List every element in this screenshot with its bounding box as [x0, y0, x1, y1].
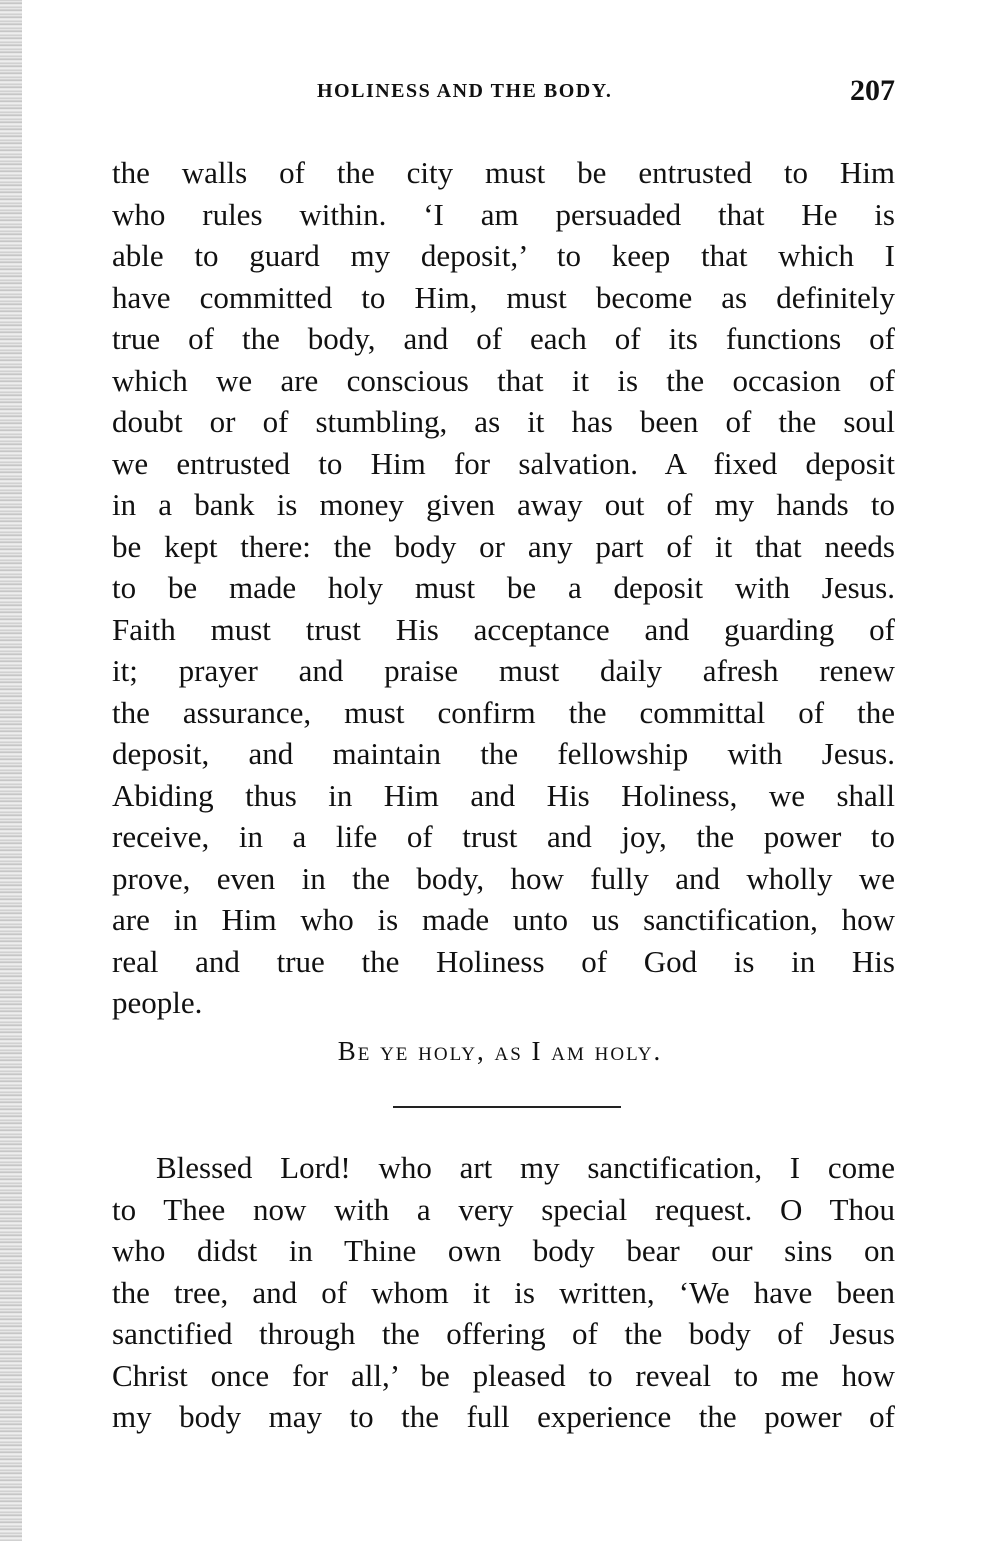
text-line: be kept there: the body or any part of it that needs — [112, 528, 895, 564]
text-line: receive, in a life of trust and joy, the power to — [112, 819, 895, 854]
text-line: are in Him who is made unto us sanctification, how — [112, 902, 895, 937]
text-line: the tree, and of whom it is written, ‘We have been — [112, 1274, 895, 1310]
text-line: in a bank is money given away out of my hands to — [112, 487, 895, 522]
text-line: who rules within. ‘I am persuaded that He is — [112, 196, 895, 232]
section-divider — [393, 1106, 621, 1108]
page-header — [112, 74, 895, 114]
text-line: to Thee now with a very special request. O Thou — [112, 1191, 895, 1227]
page-number: 207 — [850, 74, 895, 107]
text-line: Blessed Lord! who art my sanctification, I come — [156, 1150, 895, 1185]
text-line: which we are conscious that it is the occasion of — [112, 362, 895, 398]
text-line: real and true the Holiness of God is in His — [112, 943, 895, 979]
text-line: sanctified through the offering of the body of Jesus — [112, 1316, 895, 1351]
text-line: people. — [112, 985, 203, 1020]
text-line: prove, even in the body, how fully and wholly we — [112, 860, 895, 896]
text-line: Abiding thus in Him and His Holiness, we shall — [112, 777, 895, 813]
text-line: deposit, and maintain the fellowship with Jesus. — [112, 736, 895, 771]
text-line: doubt or of stumbling, as it has been of the soul — [112, 404, 895, 439]
text-line: have committed to Him, must become as definitely — [112, 279, 895, 315]
text-line: true of the body, and of each of its functions of — [112, 321, 895, 356]
text-line: who didst in Thine own body bear our sins on — [112, 1233, 895, 1268]
text-line: Christ once for all,’ be pleased to reveal to me how — [112, 1357, 895, 1393]
text-line: the assurance, must confirm the committal of the — [112, 694, 895, 730]
paragraph-2 — [112, 1147, 895, 1438]
page-gutter-shadow — [0, 0, 22, 1541]
text-line: we entrusted to Him for salvation. A fixed deposit — [112, 445, 895, 481]
text-line: to be made holy must be a deposit with Jesus. — [112, 570, 895, 605]
motto-heading: Be ye holy, as I am holy. — [337, 1036, 663, 1066]
text-line: the walls of the city must be entrusted to Him — [112, 155, 895, 190]
text-line: Faith must trust His acceptance and guarding of — [112, 611, 895, 647]
text-line: able to guard my deposit,’ to keep that which I — [112, 238, 895, 273]
text-line: my body may to the full experience the power of — [112, 1399, 895, 1434]
text-line: it; prayer and praise must daily afresh renew — [112, 653, 895, 688]
running-title: HOLINESS AND THE BODY. — [317, 80, 613, 102]
paragraph-1 — [112, 152, 895, 1024]
